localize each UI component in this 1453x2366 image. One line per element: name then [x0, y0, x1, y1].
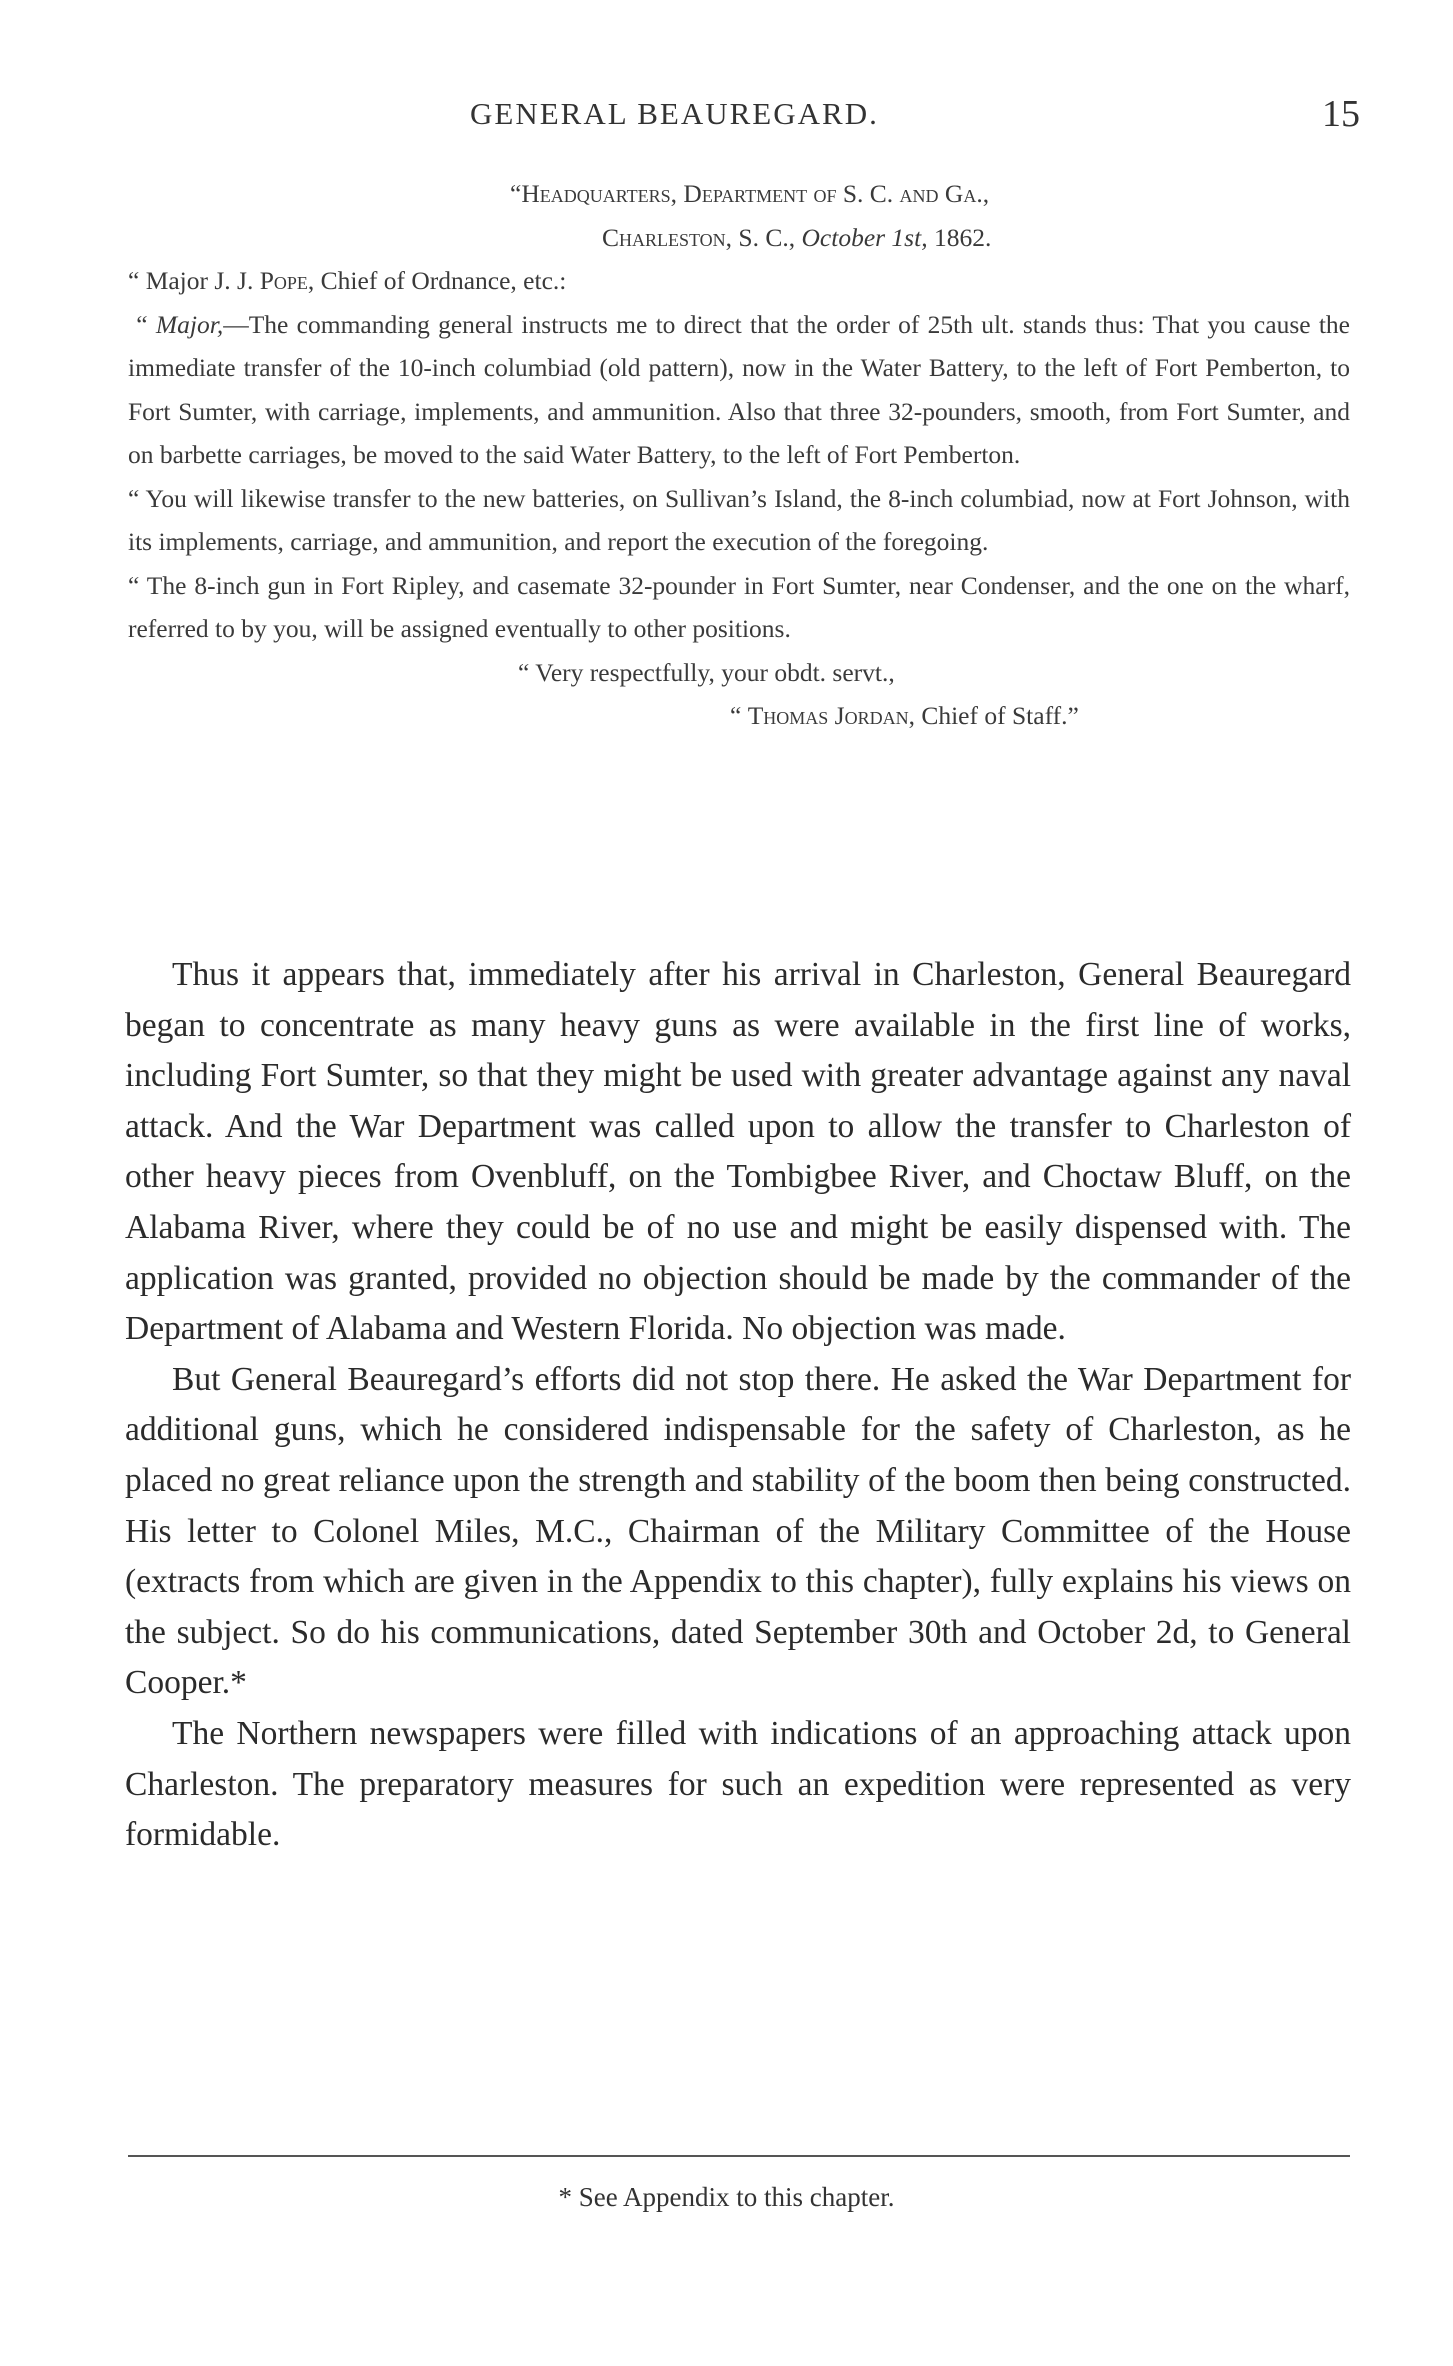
letter-salutation: “ Major J. J. Pope, Chief of Ordnance, etc.:: [128, 266, 567, 295]
footnote: * See Appendix to this chapter.: [558, 2182, 895, 2212]
letter-paragraph-2: “ You will likewise transfer to the new batteries, on Sullivan’s Island, the 8-inch columbiad, now at Fort Johnson, with its implements, carriage, and ammunition, and report the execution of the foregoing.: [128, 483, 1350, 556]
letter-paragraph-1: “ Major,—The commanding general instructs me to direct that the order of 25th ult. stands thus: That you cause the immediate transfer of the 10-inch columbiad (old pattern), now in the Water Battery, to the left of Fort Pemberton, to Fort Sumter, with carriage, implements, and ammunition. Also that three 32-pounders, smooth, from Fort Sumter, and on barbette carriages, be moved to the said Water Battery, to the left of Fort Pemberton.: [128, 309, 1351, 469]
narrative-paragraph-3: The Northern newspapers were filled with indications of an approaching attack upon Charleston. The preparatory measures for such an expedition were represented as very formidable.: [125, 1714, 1351, 1854]
letter-heading-headquarters: Headquarters, Department of S. C. and Ga.,: [521, 179, 990, 208]
letter-closing: “ Very respectfully, your obdt. servt.,: [518, 657, 895, 687]
narrative-paragraph-1: Thus it appears that, immediately after his arrival in Charleston, General Beauregard began to concentrate as many heavy guns as were available in the first line of works, including Fort Sumter, so that they might be used with greater advantage against any naval attack. And the War Department was called upon to allow the transfer to Charleston of other heavy pieces from Ovenbluff, on the Tombigbee River, and Choctaw Bluff, on the Alabama River, where they could be of no use and might be easily dispensed with. The application was granted, provided no objection should be made by the commander of the Department of Alabama and Western Florida. No objection was made.: [125, 956, 1351, 1348]
running-head: GENERAL BEAUREGARD.: [470, 96, 879, 131]
letter-signature: “ Thomas Jordan, Chief of Staff.”: [730, 701, 1079, 730]
narrative-text: [125, 950, 1351, 1861]
footnote-divider: [128, 2155, 1350, 2157]
letter-heading-line-2: Charleston, S. C., October 1st, 1862.: [602, 222, 992, 252]
quoted-letter: [128, 172, 1350, 738]
narrative-paragraph-2: But General Beauregard’s efforts did not stop there. He asked the War Department for additional guns, which he considered indispensable for the safety of Charleston, as he placed no great reliance upon the strength and stability of the boom then being constructed. His letter to Colonel Miles, M.C., Chairman of the Military Committee of the House (extracts from which are given in the Appendix to this chapter), fully explains his views on the subject. So do his communications, dated September 30th and October 2d, to General Cooper.*: [125, 1360, 1351, 1702]
page-number: 15: [1322, 93, 1360, 135]
letter-heading-line-1: “Headquarters, Department of S. C. and Ga.,: [510, 179, 990, 208]
letter-paragraph-3: “ The 8-inch gun in Fort Ripley, and casemate 32-pounder in Fort Sumter, near Condenser, and the one on the wharf, referred to by you, will be assigned eventually to other positions.: [128, 570, 1350, 643]
